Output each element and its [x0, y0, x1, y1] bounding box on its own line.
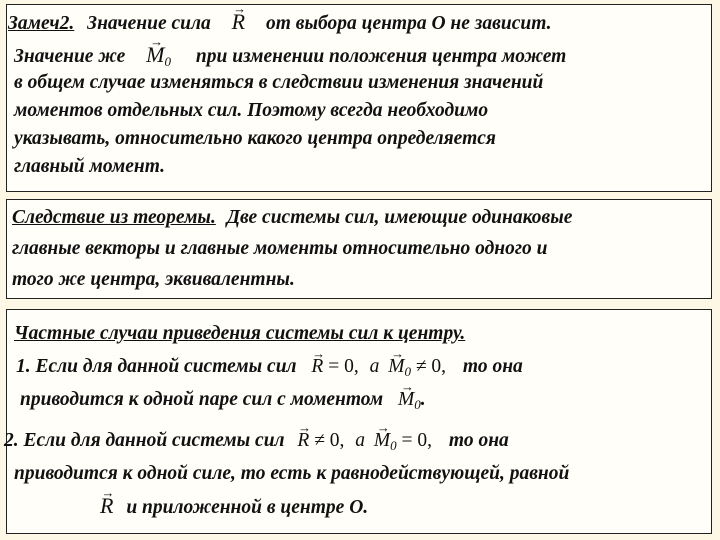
subscript: 0	[164, 54, 171, 69]
corollary-text: Две системы сил, имеющие одинаковые	[226, 207, 573, 228]
remark-text: при изменении положения центра может	[195, 46, 567, 67]
case-text: и приложенной в центре О.	[126, 497, 369, 518]
heading-text: Частные случаи приведения системы сил к центру.	[14, 323, 466, 344]
vector-m-symbol: → M	[388, 355, 404, 379]
corollary-line-3: того же центра, эквивалентны.	[12, 269, 295, 290]
corollary-line-2: главные векторы и главные моменты относительно одного и	[12, 238, 548, 259]
case-1-line-2	[20, 388, 426, 417]
case-text: 1. Если для данной системы сил	[16, 356, 297, 377]
case-text: то она	[462, 356, 523, 377]
remark-line-1	[8, 10, 551, 36]
equation-operator: = 0,	[328, 356, 359, 377]
corollary-line-1	[12, 206, 572, 230]
remark-text: Значение же	[14, 46, 126, 67]
equation-operator: = 0,	[401, 430, 433, 451]
conjunction: а	[369, 356, 380, 377]
vector-r-symbol: → R	[297, 429, 309, 453]
subscript: 0	[390, 438, 397, 453]
case-2-line-1	[4, 429, 509, 458]
period: .	[420, 389, 426, 410]
corollary-label: Следствие из теоремы.	[12, 207, 216, 228]
case-text: 2. Если для данной системы сил	[4, 430, 285, 451]
case-1-line-1	[16, 355, 523, 384]
equation-operator: ≠ 0,	[415, 356, 447, 377]
remark-label: Замеч2.	[8, 13, 75, 34]
vector-r-symbol: → R	[311, 355, 323, 379]
case-text: то она	[448, 430, 509, 451]
vector-m-symbol: → M	[374, 429, 390, 453]
case-2-line-3	[100, 494, 368, 520]
vector-r-symbol: → R	[100, 494, 113, 518]
remark-line-6: главный момент.	[14, 156, 165, 177]
remark-line-3: в общем случае изменяться в следствии изменения значений	[14, 72, 544, 93]
remark-text: Значение сила	[87, 13, 211, 34]
remark-line-4: моментов отдельных сил. Поэтому всегда необходимо	[14, 100, 489, 121]
remark-line-2	[14, 43, 566, 74]
vector-m-symbol: → M	[146, 43, 164, 67]
case-2-line-2: приводится к одной силе, то есть к равнодействующей, равной	[14, 463, 570, 484]
subscript: 0	[404, 364, 411, 379]
vector-r-symbol: → R	[232, 10, 245, 34]
equation-operator: ≠ 0,	[314, 430, 345, 451]
case-text: приводится к одной паре сил с моментом	[20, 389, 384, 410]
remark-line-5: указывать, относительно какого центра определяется	[14, 128, 496, 149]
vector-m-symbol: → M	[398, 388, 414, 412]
subscript: 0	[414, 397, 421, 412]
remark-text: от выбора центра О не зависит.	[265, 13, 552, 34]
conjunction: а	[355, 430, 366, 451]
